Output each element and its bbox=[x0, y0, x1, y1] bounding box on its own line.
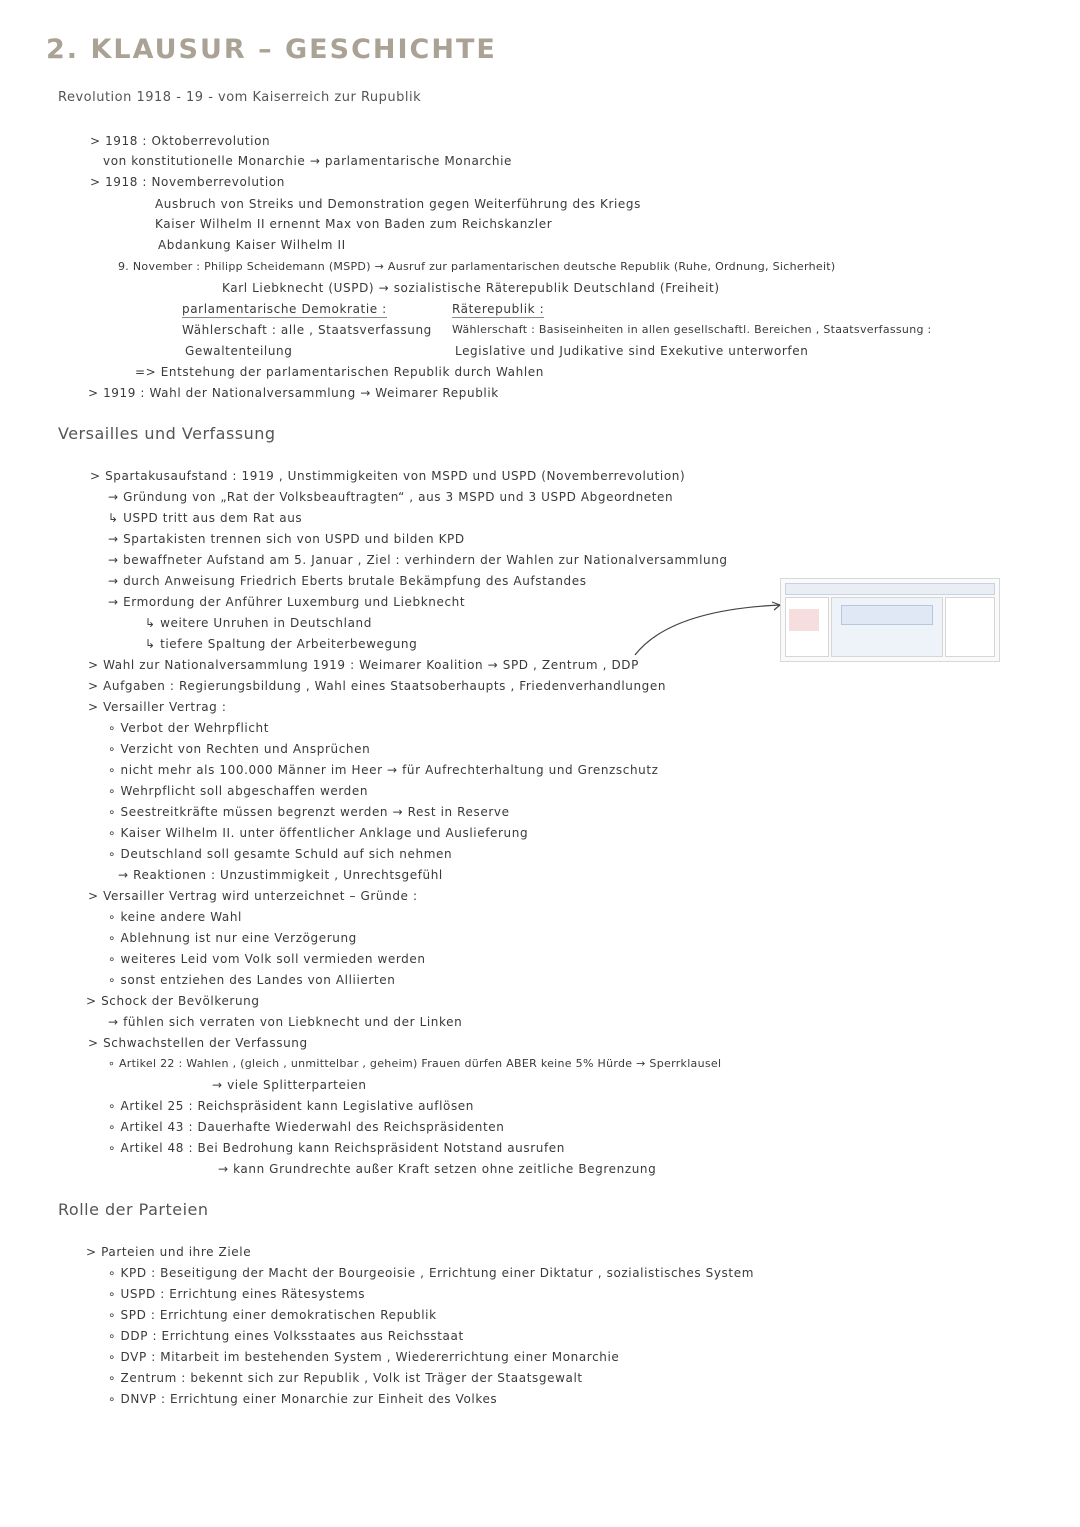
note-line: ∘ Artikel 48 : Bei Bedrohung kann Reichspräsident Notstand ausrufen bbox=[108, 1141, 565, 1155]
note-line: > 1918 : Novemberrevolution bbox=[90, 175, 285, 189]
note-line: Wählerschaft : alle , Staatsverfassung bbox=[182, 323, 432, 337]
note-line: ∘ Verzicht von Rechten und Ansprüchen bbox=[108, 742, 371, 756]
note-line: > Wahl zur Nationalversammlung 1919 : Weimarer Koalition → SPD , Zentrum , DDP bbox=[88, 658, 639, 672]
note-line: → Ermordung der Anführer Luxemburg und Liebknecht bbox=[108, 595, 466, 609]
note-line: → viele Splitterparteien bbox=[212, 1078, 367, 1092]
note-line: Ausbruch von Streiks und Demonstration gegen Weiterführung des Kriegs bbox=[155, 197, 641, 211]
note-line: 9. November : Philipp Scheidemann (MSPD) → Ausruf zur parlamentarischen deutsche Republik (Ruhe, Ordnung, Sicherheit) bbox=[118, 260, 836, 273]
note-line: ∘ USPD : Errichtung eines Rätesystems bbox=[108, 1287, 366, 1301]
note-line: ∘ SPD : Errichtung einer demokratischen Republik bbox=[108, 1308, 437, 1322]
note-line: ∘ keine andere Wahl bbox=[108, 910, 242, 924]
note-line: > Spartakusaufstand : 1919 , Unstimmigkeiten von MSPD und USPD (Novemberrevolution) bbox=[90, 469, 686, 483]
note-line: → Spartakisten trennen sich von USPD und bilden KPD bbox=[108, 532, 465, 546]
note-line: Legislative und Judikative sind Exekutive unterworfen bbox=[455, 344, 809, 358]
note-line: ↳ tiefere Spaltung der Arbeiterbewegung bbox=[145, 637, 418, 651]
note-line: → Reaktionen : Unzustimmigkeit , Unrechtsgefühl bbox=[118, 868, 443, 882]
note-line: > 1919 : Wahl der Nationalversammlung → Weimarer Republik bbox=[88, 386, 499, 400]
section-heading-revolution: Revolution 1918 - 19 - vom Kaiserreich zur Rupublik bbox=[58, 90, 422, 105]
note-line: ↳ weitere Unruhen in Deutschland bbox=[145, 616, 372, 630]
note-line: > Aufgaben : Regierungsbildung , Wahl eines Staatsoberhaupts , Friedenverhandlungen bbox=[88, 679, 667, 693]
weimar-system-diagram-thumbnail bbox=[780, 578, 1000, 662]
page-title: 2. KLAUSUR – GESCHICHTE bbox=[46, 34, 497, 65]
note-line: → Gründung von „Rat der Volksbeauftragten“ , aus 3 MSPD und 3 USPD Abgeordneten bbox=[108, 490, 674, 504]
note-line: → fühlen sich verraten von Liebknecht und der Linken bbox=[108, 1015, 463, 1029]
note-line: Gewaltenteilung bbox=[185, 344, 293, 358]
note-line: ∘ Ablehnung ist nur eine Verzögerung bbox=[108, 931, 357, 945]
note-line: => Entstehung der parlamentarischen Republik durch Wahlen bbox=[135, 365, 544, 379]
note-line: ∘ sonst entziehen des Landes von Alliierten bbox=[108, 973, 396, 987]
note-line: → durch Anweisung Friedrich Eberts brutale Bekämpfung des Aufstandes bbox=[108, 574, 587, 588]
section-heading-parteien: Rolle der Parteien bbox=[58, 1200, 209, 1219]
note-line: ∘ Artikel 43 : Dauerhafte Wiederwahl des Reichspräsidenten bbox=[108, 1120, 505, 1134]
note-line: Kaiser Wilhelm II ernennt Max von Baden zum Reichskanzler bbox=[155, 217, 553, 231]
note-line: ∘ Artikel 22 : Wahlen , (gleich , unmittelbar , geheim) Frauen dürfen ABER keine 5% Hürde → Sperrklausel bbox=[108, 1057, 722, 1070]
note-line: Räterepublik : bbox=[452, 302, 545, 316]
diagram-inner-box bbox=[841, 605, 933, 625]
note-line: ∘ DNVP : Errichtung einer Monarchie zur Einheit des Volkes bbox=[108, 1392, 498, 1406]
note-line: ∘ Kaiser Wilhelm II. unter öffentlicher Anklage und Auslieferung bbox=[108, 826, 529, 840]
note-line: → bewaffneter Aufstand am 5. Januar , Ziel : verhindern der Wahlen zur Nationalversammlung bbox=[108, 553, 728, 567]
note-line: ∘ Deutschland soll gesamte Schuld auf sich nehmen bbox=[108, 847, 453, 861]
note-line: ∘ KPD : Beseitigung der Macht der Bourgeoisie , Errichtung einer Diktatur , sozialistisches System bbox=[108, 1266, 754, 1280]
note-line: → kann Grundrechte außer Kraft setzen ohne zeitliche Begrenzung bbox=[218, 1162, 657, 1176]
note-line: Wählerschaft : Basiseinheiten in allen gesellschaftl. Bereichen , Staatsverfassung : bbox=[452, 323, 932, 336]
note-line: ∘ Zentrum : bekennt sich zur Republik , Volk ist Träger der Staatsgewalt bbox=[108, 1371, 583, 1385]
note-line: ∘ Seestreitkräfte müssen begrenzt werden → Rest in Reserve bbox=[108, 805, 510, 819]
note-line: > Versailler Vertrag wird unterzeichnet – Gründe : bbox=[88, 889, 418, 903]
note-line: ∘ DDP : Errichtung eines Volksstaates aus Reichsstaat bbox=[108, 1329, 464, 1343]
note-line: ∘ nicht mehr als 100.000 Männer im Heer → für Aufrechterhaltung und Grenzschutz bbox=[108, 763, 659, 777]
note-line: von konstitutionelle Monarchie → parlamentarische Monarchie bbox=[103, 154, 512, 168]
note-line: ∘ Verbot der Wehrpflicht bbox=[108, 721, 270, 735]
section-heading-versailles: Versailles und Verfassung bbox=[58, 424, 276, 443]
note-line: parlamentarische Demokratie : bbox=[182, 302, 387, 316]
diagram-header-bar bbox=[785, 583, 995, 595]
note-line: ∘ DVP : Mitarbeit im bestehenden System , Wiedererrichtung einer Monarchie bbox=[108, 1350, 620, 1364]
note-line: ∘ weiteres Leid vom Volk soll vermieden werden bbox=[108, 952, 426, 966]
note-line: ↳ USPD tritt aus dem Rat aus bbox=[108, 511, 303, 525]
note-line: ∘ Artikel 25 : Reichspräsident kann Legislative auflösen bbox=[108, 1099, 474, 1113]
note-line: > Schock der Bevölkerung bbox=[86, 994, 260, 1008]
note-line: > 1918 : Oktoberrevolution bbox=[90, 134, 271, 148]
curved-arrow-icon bbox=[630, 600, 790, 660]
note-line: ∘ Wehrpflicht soll abgeschaffen werden bbox=[108, 784, 369, 798]
diagram-highlight-box bbox=[789, 609, 819, 631]
note-line: > Versailler Vertrag : bbox=[88, 700, 227, 714]
diagram-box bbox=[945, 597, 995, 657]
note-line: Abdankung Kaiser Wilhelm II bbox=[158, 238, 346, 252]
note-line: > Schwachstellen der Verfassung bbox=[88, 1036, 308, 1050]
note-line: Karl Liebknecht (USPD) → sozialistische Räterepublik Deutschland (Freiheit) bbox=[222, 281, 720, 295]
note-line: > Parteien und ihre Ziele bbox=[86, 1245, 252, 1259]
